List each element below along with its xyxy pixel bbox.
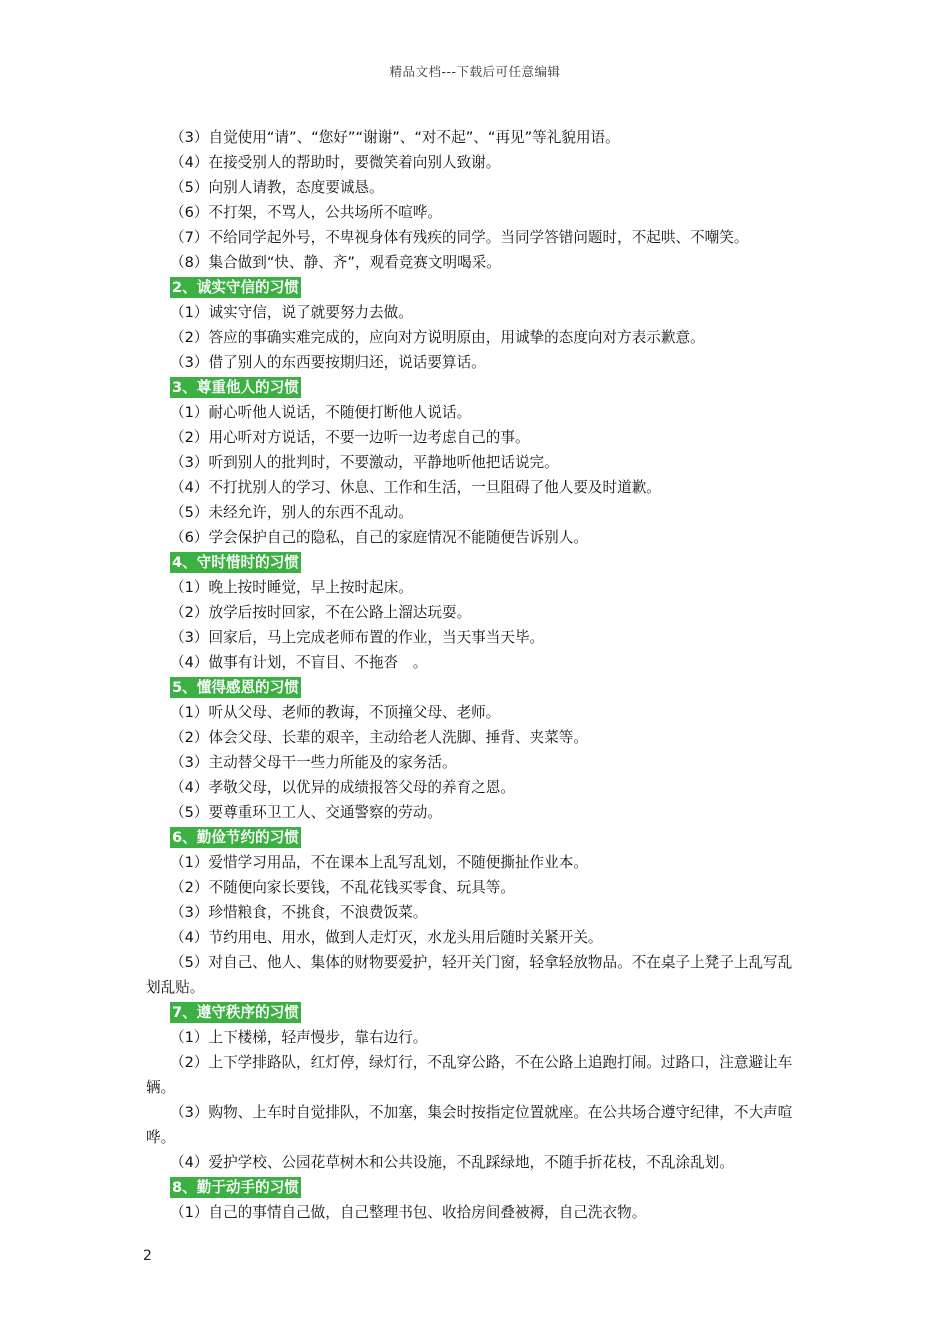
list-item: （1）上下楼梯，轻声慢步，靠右边行。: [170, 1029, 428, 1046]
list-item: （3）购物、上车时自觉排队，不加塞，集会时按指定位置就座。在公共场合遵守纪律，不大声喧哗。: [146, 1104, 793, 1146]
list-item: （4）在接受别人的帮助时，要微笑着向别人致谢。: [170, 154, 501, 171]
page-header: 精品文档---下载后可任意编辑: [389, 64, 561, 79]
list-item: （2）用心听对方说话，不要一边听一边考虑自己的事。: [170, 429, 530, 446]
section-heading-text: 6、勤俭节约的习惯: [172, 829, 299, 846]
list-item: （1）诚实守信，说了就要努力去做。: [170, 304, 413, 321]
page-number: 2: [143, 1248, 152, 1264]
list-item: （2）答应的事确实难完成的，应向对方说明原由，用诚挚的态度向对方表示歉意。: [170, 329, 705, 346]
section-heading-text: 5、懂得感恩的习惯: [172, 679, 299, 696]
list-item: （5）对自己、他人、集体的财物要爱护，轻开关门窗，轻拿轻放物品。不在桌子上凳子上乱写乱划乱贴。: [146, 954, 793, 996]
section-heading-text: 2、诚实守信的习惯: [172, 279, 299, 296]
list-item: （4）爱护学校、公园花草树木和公共设施，不乱踩绿地，不随手折花枝，不乱涂乱划。: [170, 1154, 734, 1171]
list-item: （1）耐心听他人说话，不随便打断他人说话。: [170, 404, 472, 421]
list-item: （3）回家后，马上完成老师布置的作业，当天事当天毕。: [170, 629, 545, 646]
section-heading: [146, 275, 806, 300]
list-item: （4）孝敬父母，以优异的成绩报答父母的养育之恩。: [170, 779, 515, 796]
document-body: [146, 125, 806, 1225]
list-item: （4）节约用电、用水，做到人走灯灭，水龙头用后随时关紧开关。: [170, 929, 603, 946]
list-item: （1）自己的事情自己做，自己整理书包、收拾房间叠被褥，自己洗衣物。: [170, 1204, 647, 1221]
list-item: （1）晚上按时睡觉，早上按时起床。: [170, 579, 413, 596]
list-item: （6）学会保护自己的隐私，自己的家庭情况不能随便告诉别人。: [170, 529, 588, 546]
section-heading: [146, 1000, 806, 1025]
section-heading-text: 4、守时惜时的习惯: [172, 554, 299, 571]
list-item: （5）要尊重环卫工人、交通警察的劳动。: [170, 804, 442, 821]
list-item: （2）放学后按时回家，不在公路上溜达玩耍。: [170, 604, 472, 621]
section-heading-text: 3、尊重他人的习惯: [172, 379, 299, 396]
list-item: （6）不打架，不骂人，公共场所不喧哗。: [170, 204, 442, 221]
list-item: （1）听从父母、老师的教诲，不顶撞父母、老师。: [170, 704, 501, 721]
section-heading-text: 8、勤于动手的习惯: [172, 1179, 299, 1196]
list-item: （3）主动替父母干一些力所能及的家务活。: [170, 754, 457, 771]
section-heading: [146, 375, 806, 400]
list-item: （8）集合做到“快、静、齐”，观看竞赛文明喝采。: [170, 254, 501, 271]
section-heading: [146, 825, 806, 850]
list-item: （5）向别人请教，态度要诚恳。: [170, 179, 384, 196]
list-item: （3）借了别人的东西要按期归还，说话要算话。: [170, 354, 486, 371]
list-item: （2）上下学排路队，红灯停，绿灯行，不乱穿公路，不在公路上追跑打闹。过路口，注意避让车辆。: [146, 1054, 793, 1096]
list-item: （3）珍惜粮食，不挑食，不浪费饭菜。: [170, 904, 428, 921]
list-item: （5）未经允许，别人的东西不乱动。: [170, 504, 413, 521]
list-item: （2）体会父母、长辈的艰辛，主动给老人洗脚、捶背、夹菜等。: [170, 729, 588, 746]
list-item: （4）做事有计划，不盲目、不拖沓 。: [170, 654, 428, 671]
section-heading: [146, 675, 806, 700]
list-item: （7）不给同学起外号，不卑视身体有残疾的同学。当同学答错问题时，不起哄、不嘲笑。: [170, 229, 749, 246]
section-heading: [146, 550, 806, 575]
section-heading: [146, 1175, 806, 1200]
list-item: （2）不随便向家长要钱，不乱花钱买零食、玩具等。: [170, 879, 515, 896]
list-item: （4）不打扰别人的学习、休息、工作和生活，一旦阻碍了他人要及时道歉。: [170, 479, 661, 496]
list-item: （1）爱惜学习用品，不在课本上乱写乱划，不随便撕扯作业本。: [170, 854, 588, 871]
list-item: （3）自觉使用“请”、“您好”“谢谢”、“对不起”、“再见”等礼貌用语。: [170, 129, 620, 146]
list-item: （3）听到别人的批判时，不要激动，平静地听他把话说完。: [170, 454, 559, 471]
section-heading-text: 7、遵守秩序的习惯: [172, 1004, 299, 1021]
